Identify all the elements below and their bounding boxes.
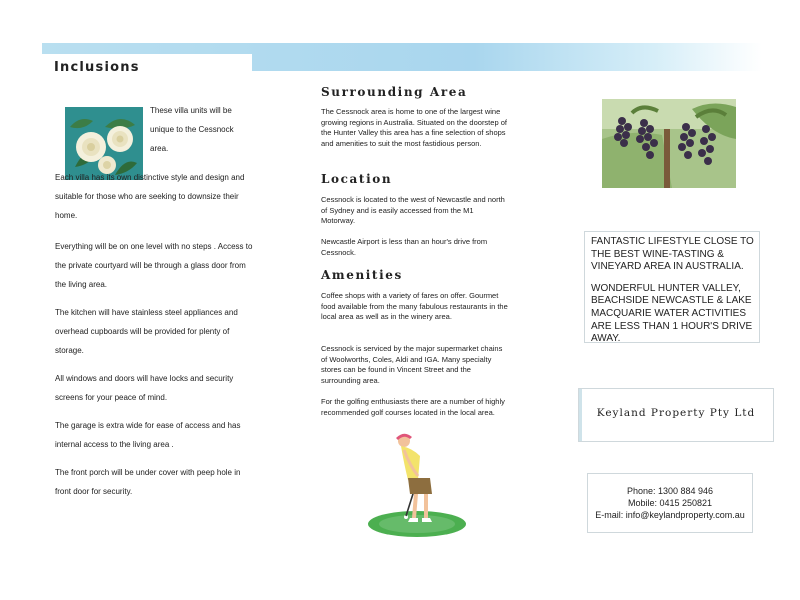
amenities-heading: Amenities [321, 268, 403, 282]
inclusions-paragraph: The front porch will be under cover with peep hole in front door for security. [55, 468, 241, 496]
location-heading: Location [321, 172, 393, 186]
inclusions-paragraph: Each villa has its own distinctive style and design and suitable for those who are seeking to downsize their home. [55, 173, 245, 220]
location-text: Newcastle Airport is less than an hour's drive from Cessnock. [321, 237, 488, 257]
surrounding-area-heading: Surrounding Area [321, 85, 468, 99]
inclusions-paragraph: All windows and doors will have locks and security screens for your peace of mind. [55, 374, 234, 402]
grapes-image [602, 99, 736, 188]
amenities-text: Coffee shops with a variety of fares on offer. Gourmet food available from the many fabulous restaurants in the local area as well as in the winery area. [321, 291, 508, 321]
inclusions-paragraph: The kitchen will have stainless steel appliances and overhead cupboards will be provided for plenty of storage. [55, 308, 238, 355]
surrounding-area-text: The Cessnock area is home to one of the largest wine growing regions in Australia. Situated on the doorstep of the Hunter Valley this area has a fine selection of shops and amenities to suit the most fastidious person. [321, 107, 507, 148]
lifestyle-text: WONDERFUL HUNTER VALLEY, BEACHSIDE NEWCASTLE & LAKE MACQUARIE WATER ACTIVITIES ARE LESS THAN 1 HOUR'S DRIVE AWAY. [591, 282, 753, 345]
phone-number: Phone: 1300 884 946 [626, 486, 714, 496]
inclusions-paragraph: Everything will be on one level with no steps . Access to the private courtyard will be through a glass door from the living area. [55, 242, 253, 289]
amenities-text: For the golfing enthusiasts there are a number of highly recommended golf courses located in the local area. [321, 397, 505, 417]
mobile-number: Mobile: 0415 250821 [627, 498, 713, 508]
inclusions-paragraph: The garage is extra wide for ease of access and has internal access to the living area . [55, 421, 241, 449]
company-name: Keyland Property Pty Ltd [596, 407, 756, 419]
lifestyle-text: FANTASTIC LIFESTYLE CLOSE TO THE BEST WINE-TASTING & VINEYARD AREA IN AUSTRALIA. [591, 236, 754, 273]
inclusions-title: Inclusions [54, 60, 140, 75]
amenities-text: Cessnock is serviced by the major supermarket chains of Woolworths, Coles, Aldi and IGA. Many specialty stores can be found in Vincent Street and the surrounding area. [321, 344, 503, 385]
inclusions-paragraph: These villa units will be unique to the Cessnock area. [150, 106, 234, 153]
location-text: Cessnock is located to the west of Newcastle and north of Sydney and is easily accessed from the M1 Motorway. [321, 195, 505, 225]
email-address[interactable]: E-mail: info@keylandproperty.com.au [595, 510, 745, 520]
company-box [578, 388, 774, 442]
contact-box [587, 473, 753, 533]
golfer-image [360, 428, 470, 540]
lifestyle-box [584, 231, 760, 343]
